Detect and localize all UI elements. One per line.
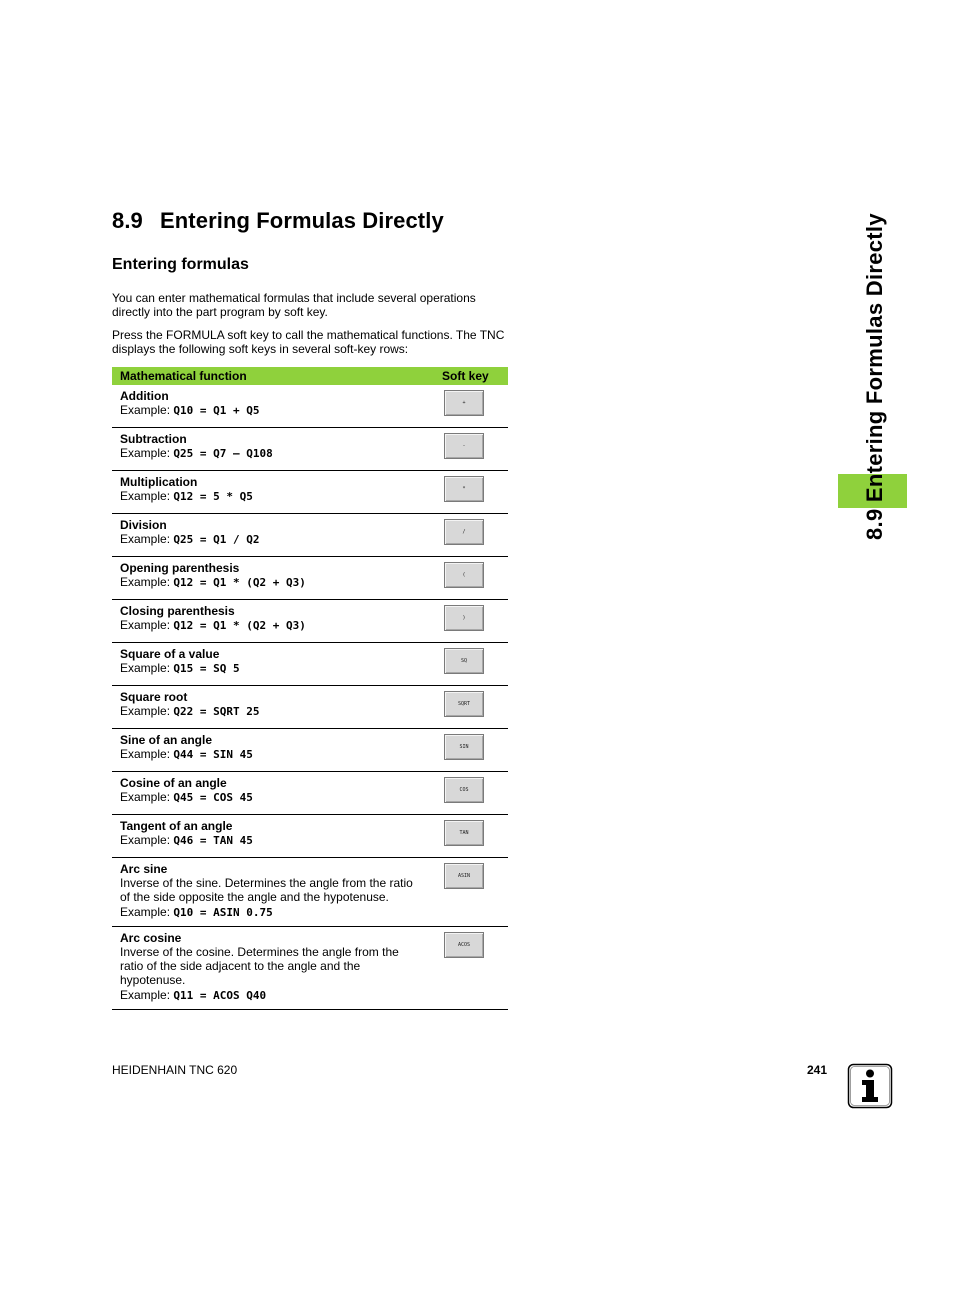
softkey-button[interactable]: SQRT <box>444 691 484 717</box>
example-label: Example: <box>120 661 174 676</box>
table-row-4 <box>112 514 508 557</box>
example-code: Q10 = Q1 + Q5 <box>173 404 260 418</box>
softkey-cell <box>442 729 508 772</box>
example-code: Q12 = Q1 * (Q2 + Q3) <box>173 619 306 633</box>
softkey-button[interactable]: - <box>444 433 484 459</box>
softkey-button[interactable]: + <box>444 390 484 416</box>
example-code: Q12 = Q1 * (Q2 + Q3) <box>173 576 306 590</box>
softkey-cell <box>442 858 508 927</box>
subsection-title: Entering formulas <box>112 256 249 273</box>
softkey-cell <box>442 385 508 428</box>
function-note: Inverse of the cosine. Determines the angle from the ratio of the side adjacent to the angle and the hypotenuse. <box>120 945 399 988</box>
example-label: Example: <box>120 618 174 633</box>
softkey-cell <box>442 600 508 643</box>
section-title-text: Entering Formulas Directly <box>160 208 444 233</box>
example-label: Example: <box>120 987 174 1002</box>
softkey-cell <box>442 643 508 686</box>
function-description <box>112 926 442 1009</box>
example-label: Example: <box>120 532 174 547</box>
function-name: Square root <box>120 690 188 704</box>
example-code: Q12 = 5 * Q5 <box>173 490 253 504</box>
function-name: Arc cosine <box>120 930 182 945</box>
example-code: Q25 = Q1 / Q2 <box>173 533 260 547</box>
softkey-cell <box>442 815 508 858</box>
table-row-1 <box>112 385 508 428</box>
table-row-12 <box>112 858 508 927</box>
function-name: Division <box>120 518 167 532</box>
function-name: Addition <box>120 389 169 403</box>
section-number: 8.9 <box>112 208 143 233</box>
example-code: Q44 = SIN 45 <box>173 748 253 762</box>
table-row-9 <box>112 729 508 772</box>
example-code: Q46 = TAN 45 <box>173 834 253 848</box>
table-row-11 <box>112 815 508 858</box>
table-row-8 <box>112 686 508 729</box>
example-code: Q15 = SQ 5 <box>173 662 240 676</box>
example-code: Q22 = SQRT 25 <box>173 705 260 719</box>
softkey-cell <box>442 772 508 815</box>
example-label: Example: <box>120 403 174 418</box>
softkey-button[interactable]: * <box>444 476 484 502</box>
softkey-button[interactable]: / <box>444 519 484 545</box>
function-description <box>112 514 442 557</box>
example-label: Example: <box>120 904 174 919</box>
function-description <box>112 686 442 729</box>
function-name: Closing parenthesis <box>120 604 235 618</box>
example-code: Q11 = ACOS Q40 <box>173 988 267 1002</box>
example-code: Q25 = Q7 – Q108 <box>173 447 273 461</box>
softkey-button[interactable]: SQ <box>444 648 484 674</box>
info-icon <box>847 1063 893 1109</box>
function-name: Opening parenthesis <box>120 561 240 575</box>
softkey-button[interactable]: ) <box>444 605 484 631</box>
function-description <box>112 729 442 772</box>
function-name: Square of a value <box>120 647 220 661</box>
function-description <box>112 428 442 471</box>
function-description <box>112 600 442 643</box>
example-label: Example: <box>120 833 174 848</box>
math-function-table <box>112 367 508 1010</box>
function-name: Subtraction <box>120 432 187 446</box>
softkey-cell <box>442 514 508 557</box>
function-name: Tangent of an angle <box>120 819 233 833</box>
table-row-10 <box>112 772 508 815</box>
softkey-cell <box>442 471 508 514</box>
example-label: Example: <box>120 747 174 762</box>
softkey-button[interactable]: ASIN <box>444 863 484 889</box>
softkey-button[interactable]: ACOS <box>444 932 484 958</box>
softkey-button[interactable]: SIN <box>444 734 484 760</box>
sidebar-title: 8.9 Entering Formulas Directly <box>862 213 887 540</box>
function-description <box>112 643 442 686</box>
softkey-cell <box>442 428 508 471</box>
section-title <box>112 208 444 234</box>
function-name: Sine of an angle <box>120 733 213 747</box>
function-description <box>112 772 442 815</box>
function-name: Cosine of an angle <box>120 776 227 790</box>
softkey-cell <box>442 686 508 729</box>
softkey-cell <box>442 926 508 1009</box>
table-row-5 <box>112 557 508 600</box>
softkey-button[interactable]: ( <box>444 562 484 588</box>
page-number: 241 <box>807 1063 828 1077</box>
function-description <box>112 385 442 428</box>
header-softkey: Soft key <box>442 367 508 385</box>
intro-paragraph: You can enter mathematical formulas that include several operations directly into the part program by soft key. <box>112 291 476 319</box>
example-label: Example: <box>120 575 174 590</box>
table-body <box>112 385 508 1009</box>
table-row-7 <box>112 643 508 686</box>
footer-product: HEIDENHAIN TNC 620 <box>112 1063 238 1077</box>
function-description <box>112 858 442 927</box>
softkey-button[interactable]: TAN <box>444 820 484 846</box>
example-label: Example: <box>120 790 174 805</box>
function-name: Multiplication <box>120 475 198 489</box>
softkey-cell <box>442 557 508 600</box>
softkey-button[interactable]: COS <box>444 777 484 803</box>
table-header-row <box>112 367 508 385</box>
formula-softkey-paragraph: Press the FORMULA soft key to call the mathematical functions. The TNC displays the following soft keys in several soft-key rows: <box>112 328 505 356</box>
table-row-3 <box>112 471 508 514</box>
function-description <box>112 557 442 600</box>
example-label: Example: <box>120 489 174 504</box>
function-note: Inverse of the sine. Determines the angle from the ratio of the side opposite the angle and the hypotenuse. <box>120 876 413 905</box>
example-code: Q10 = ASIN 0.75 <box>173 905 273 919</box>
example-code: Q45 = COS 45 <box>173 791 253 805</box>
example-label: Example: <box>120 446 174 461</box>
header-function: Mathematical function <box>112 367 442 385</box>
function-name: Arc sine <box>120 862 168 876</box>
table-row-6 <box>112 600 508 643</box>
example-label: Example: <box>120 704 174 719</box>
function-description <box>112 815 442 858</box>
table-row-2 <box>112 428 508 471</box>
table-row-13 <box>112 926 508 1009</box>
function-description <box>112 471 442 514</box>
